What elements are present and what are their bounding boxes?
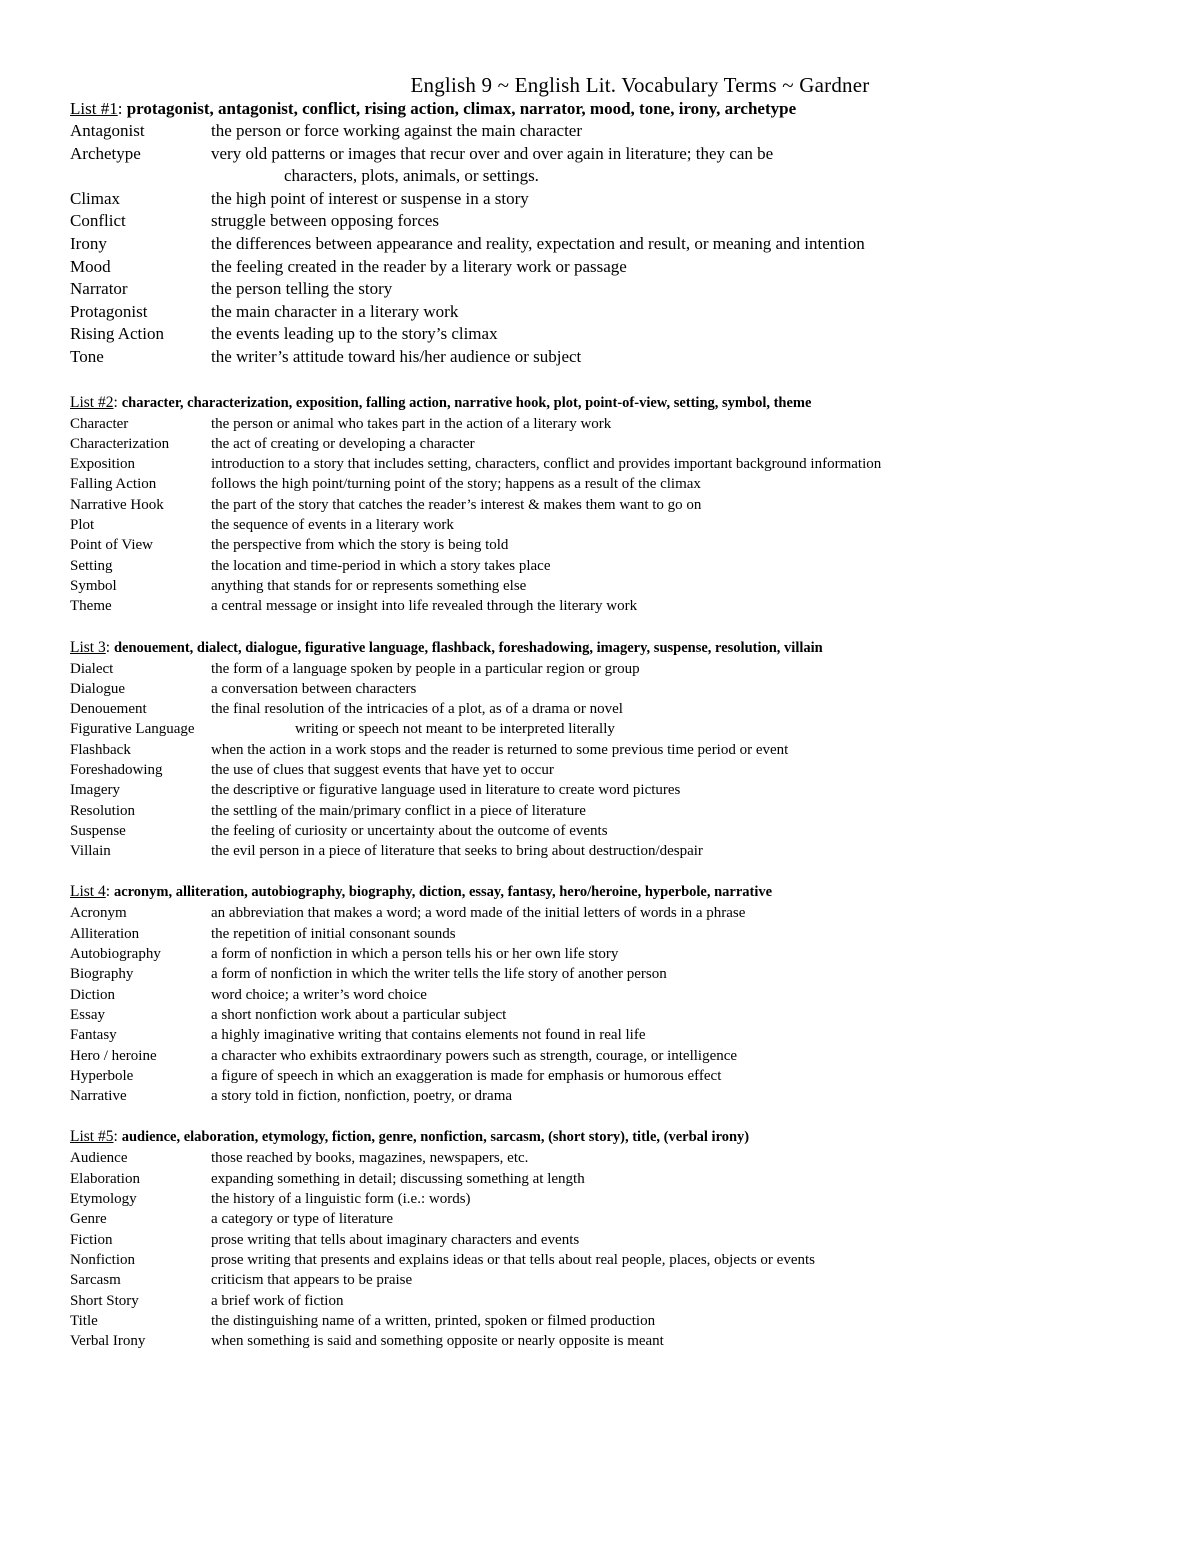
term-row — [70, 323, 1150, 346]
term-definition — [211, 801, 1150, 821]
definition-text: an abbreviation that makes a word; a word made of the initial letters of words in a phrase — [211, 905, 746, 922]
list-words: acronym, alliteration, autobiography, biography, diction, essay, fantasy, hero/heroine, hyperbole, narrative — [113, 884, 773, 901]
term-row — [70, 346, 1150, 369]
list-header — [70, 637, 1150, 659]
term-name: Etymology — [70, 1191, 137, 1208]
term-definition — [211, 535, 1150, 555]
term-definition — [295, 719, 1150, 739]
term-name: Sarcasm — [70, 1272, 121, 1289]
term-definition — [211, 256, 1150, 279]
term-name: Protagonist — [70, 301, 148, 321]
term-row — [70, 596, 1150, 616]
list-section-5 — [70, 1126, 1150, 1351]
term-row — [70, 1025, 1150, 1045]
list-separator: : — [105, 638, 114, 656]
term-name: Flashback — [70, 741, 131, 758]
definition-text: a highly imaginative writing that contains elements not found in real life — [211, 1027, 646, 1044]
term-name: Narrative — [70, 1088, 127, 1105]
list-label: List #2 — [70, 393, 114, 411]
term-row — [70, 801, 1150, 821]
term-definition — [211, 143, 1150, 188]
definition-text: when something is said and something opposite or nearly opposite is meant — [211, 1333, 664, 1350]
term-definition — [211, 495, 1150, 515]
term-definition — [211, 1209, 1150, 1229]
definition-text: the high point of interest or suspense in a story — [211, 188, 529, 208]
term-name: Rising Action — [70, 324, 164, 344]
definition-text: the final resolution of the intricacies of a plot, as of a drama or novel — [211, 701, 623, 718]
term-name: Essay — [70, 1006, 105, 1023]
definition-text: a brief work of fiction — [211, 1292, 344, 1309]
term-row — [70, 1311, 1150, 1331]
term-row — [70, 301, 1150, 324]
term-row — [70, 120, 1150, 143]
term-row — [70, 1209, 1150, 1229]
term-row — [70, 414, 1150, 434]
term-name: Antagonist — [70, 121, 145, 140]
term-name: Irony — [70, 233, 107, 253]
term-row — [70, 1189, 1150, 1209]
term-row — [70, 719, 1150, 739]
term-definition — [211, 323, 1150, 346]
definition-text: the feeling of curiosity or uncertainty about the outcome of events — [211, 822, 608, 839]
term-row — [70, 474, 1150, 494]
term-name: Characterization — [70, 435, 170, 452]
definition-text: the location and time-period in which a story takes place — [211, 557, 551, 574]
term-row — [70, 256, 1150, 279]
list-header — [70, 98, 1150, 120]
definition-text: a form of nonfiction in which the writer tells the life story of another person — [211, 966, 667, 983]
definition-text: prose writing that tells about imaginary characters and events — [211, 1231, 580, 1248]
term-row — [70, 659, 1150, 679]
definition-text: a central message or insight into life revealed through the literary work — [211, 598, 638, 615]
definition-text: the sequence of events in a literary work — [211, 517, 454, 534]
definition-text: the person or animal who takes part in the action of a literary work — [211, 415, 612, 432]
term-definition — [211, 120, 1150, 143]
term-name: Audience — [70, 1150, 128, 1167]
list-header — [70, 1126, 1150, 1148]
term-row — [70, 1066, 1150, 1086]
term-definition — [211, 346, 1150, 369]
term-definition — [211, 659, 1150, 679]
definition-text: follows the high point/turning point of the story; happens as a result of the climax — [211, 476, 701, 493]
term-name: Suspense — [70, 822, 126, 839]
definition-text: the act of creating or developing a character — [211, 435, 475, 452]
definition-text: word choice; a writer’s word choice — [211, 986, 427, 1003]
term-row — [70, 699, 1150, 719]
term-name: Nonfiction — [70, 1251, 135, 1268]
term-name: Plot — [70, 517, 95, 534]
definition-text: the use of clues that suggest events that have yet to occur — [211, 761, 554, 778]
definition-text: the feeling created in the reader by a literary work or passage — [211, 256, 627, 276]
term-row — [70, 1291, 1150, 1311]
term-row — [70, 780, 1150, 800]
page-title: English 9 ~ English Lit. Vocabulary Terms ~ Gardner — [410, 73, 870, 97]
definition-text: criticism that appears to be praise — [211, 1272, 413, 1289]
term-definition — [211, 454, 1150, 474]
term-definition — [211, 596, 1150, 616]
definition-text: the form of a language spoken by people in a particular region or group — [211, 660, 640, 677]
term-definition — [211, 1331, 1150, 1351]
term-name: Autobiography — [70, 946, 161, 963]
term-row — [70, 188, 1150, 211]
definition-text: writing or speech not meant to be interpreted literally — [295, 721, 615, 738]
term-row — [70, 434, 1150, 454]
term-definition — [211, 1189, 1150, 1209]
term-name: Falling Action — [70, 476, 157, 493]
definition-text: the perspective from which the story is being told — [211, 537, 509, 554]
list-header — [70, 392, 1150, 414]
term-name: Short Story — [70, 1292, 139, 1309]
term-definition — [211, 1046, 1150, 1066]
term-name: Hero / heroine — [70, 1047, 157, 1064]
term-row — [70, 1005, 1150, 1025]
term-definition — [211, 188, 1150, 211]
document-page — [70, 72, 1150, 1351]
definition-text: a conversation between characters — [211, 680, 417, 697]
term-definition — [211, 1270, 1150, 1290]
term-name: Mood — [70, 256, 111, 276]
list-separator: : — [117, 99, 127, 118]
definition-text: the evil person in a piece of literature that seeks to bring about destruction/despair — [211, 843, 703, 860]
term-definition — [211, 1250, 1150, 1270]
definition-text: the history of a linguistic form (i.e.: words) — [211, 1191, 471, 1208]
term-definition — [211, 679, 1150, 699]
term-name: Theme — [70, 598, 112, 615]
term-name: Villain — [70, 843, 111, 860]
term-name: Conflict — [70, 211, 126, 231]
definition-text: the events leading up to the story’s climax — [211, 324, 498, 344]
term-row — [70, 556, 1150, 576]
list-label: List 4 — [70, 883, 106, 901]
term-definition — [211, 278, 1150, 301]
term-row — [70, 740, 1150, 760]
term-definition — [211, 1148, 1150, 1168]
term-name: Symbol — [70, 577, 117, 594]
term-definition — [211, 1005, 1150, 1025]
term-row — [70, 210, 1150, 233]
term-definition — [211, 780, 1150, 800]
term-definition — [211, 556, 1150, 576]
term-row — [70, 841, 1150, 861]
definition-text: the distinguishing name of a written, printed, spoken or filmed production — [211, 1312, 656, 1329]
term-definition — [211, 903, 1150, 923]
term-row — [70, 1086, 1150, 1106]
term-definition — [211, 985, 1150, 1005]
definition-text: a story told in fiction, nonfiction, poetry, or drama — [211, 1088, 513, 1105]
term-definition — [211, 1291, 1150, 1311]
term-definition — [211, 841, 1150, 861]
definition-text: when the action in a work stops and the reader is returned to some previous time period or event — [211, 741, 789, 758]
term-row — [70, 903, 1150, 923]
term-row — [70, 1270, 1150, 1290]
list-label: List 3 — [70, 638, 106, 656]
term-row — [70, 515, 1150, 535]
definition-text: the differences between appearance and reality, expectation and result, or meaning and intention — [211, 233, 865, 253]
definition-text: a category or type of literature — [211, 1211, 393, 1228]
term-name: Setting — [70, 557, 113, 574]
term-definition — [211, 474, 1150, 494]
term-definition — [211, 760, 1150, 780]
definition-text: the repetition of initial consonant sounds — [211, 925, 456, 942]
term-definition — [211, 924, 1150, 944]
list-words: denouement, dialect, dialogue, figurative language, flashback, foreshadowing, imagery, suspense, resolution, villain — [113, 639, 823, 656]
list-header — [70, 881, 1150, 903]
term-definition — [211, 434, 1150, 454]
term-definition — [211, 740, 1150, 760]
term-definition — [211, 301, 1150, 324]
list-separator: : — [113, 1128, 122, 1146]
term-row — [70, 1046, 1150, 1066]
definition-text: a short nonfiction work about a particular subject — [211, 1006, 507, 1023]
term-name: Fantasy — [70, 1027, 117, 1044]
term-row — [70, 944, 1150, 964]
term-row — [70, 1169, 1150, 1189]
term-row — [70, 143, 1150, 188]
definition-text: the writer’s attitude toward his/her audience or subject — [211, 346, 582, 366]
term-row — [70, 821, 1150, 841]
term-row — [70, 1331, 1150, 1351]
term-name: Figurative Language — [70, 721, 195, 738]
list-section-2 — [70, 392, 1150, 617]
definition-text: those reached by books, magazines, newspapers, etc. — [211, 1150, 529, 1167]
term-name: Verbal Irony — [70, 1333, 146, 1350]
definition-text: anything that stands for or represents something else — [211, 577, 527, 594]
term-row — [70, 760, 1150, 780]
term-row — [70, 535, 1150, 555]
term-name: Diction — [70, 986, 115, 1003]
term-name: Resolution — [70, 802, 136, 819]
term-definition — [211, 1025, 1150, 1045]
term-name: Fiction — [70, 1231, 113, 1248]
definition-text: a form of nonfiction in which a person tells his or her own life story — [211, 946, 619, 963]
term-row — [70, 679, 1150, 699]
term-name: Biography — [70, 966, 134, 983]
term-definition — [211, 515, 1150, 535]
definition-text: the descriptive or figurative language used in literature to create word pictures — [211, 782, 681, 799]
term-name: Dialect — [70, 660, 114, 677]
definition-text: the main character in a literary work — [211, 301, 459, 321]
term-definition — [211, 1066, 1150, 1086]
definition-text: struggle between opposing forces — [211, 211, 440, 231]
term-name: Narrative Hook — [70, 496, 164, 513]
term-name: Denouement — [70, 701, 147, 718]
definition-text: expanding something in detail; discussing something at length — [211, 1170, 585, 1187]
list-section-3 — [70, 637, 1150, 862]
definition-text: introduction to a story that includes setting, characters, conflict and provides important background information — [211, 456, 882, 473]
term-definition — [211, 944, 1150, 964]
term-definition — [211, 964, 1150, 984]
term-row — [70, 964, 1150, 984]
term-row — [70, 233, 1150, 256]
list-words: audience, elaboration, etymology, fiction, genre, nonfiction, sarcasm, (short story), title, (verbal irony) — [121, 1129, 750, 1146]
term-definition — [211, 1169, 1150, 1189]
definition-text: the part of the story that catches the reader’s interest & makes them want to go on — [211, 496, 702, 513]
term-definition — [211, 1311, 1150, 1331]
term-name: Tone — [70, 346, 104, 366]
term-row — [70, 576, 1150, 596]
term-row — [70, 924, 1150, 944]
term-name: Title — [70, 1312, 98, 1329]
term-definition — [211, 1086, 1150, 1106]
list-words: character, characterization, exposition, falling action, narrative hook, plot, point-of-view, setting, symbol, theme — [121, 394, 812, 411]
list-section-1 — [70, 98, 1150, 369]
term-row — [70, 1230, 1150, 1250]
term-definition — [211, 1230, 1150, 1250]
list-label: List #1 — [70, 99, 118, 118]
term-row — [70, 1250, 1150, 1270]
definition-text: the person telling the story — [211, 279, 393, 299]
list-words: protagonist, antagonist, conflict, rising action, climax, narrator, mood, tone, irony, archetype — [126, 99, 797, 118]
term-row — [70, 278, 1150, 301]
term-name: Climax — [70, 188, 121, 208]
list-label: List #5 — [70, 1128, 114, 1146]
term-row — [70, 985, 1150, 1005]
list-separator: : — [113, 393, 122, 411]
term-name: Imagery — [70, 782, 120, 799]
definition-text: the settling of the main/primary conflict in a piece of literature — [211, 802, 586, 819]
term-definition — [211, 821, 1150, 841]
term-name: Elaboration — [70, 1170, 140, 1187]
definition-text: very old patterns or images that recur over and over again in literature; they can be — [211, 143, 774, 163]
term-definition — [211, 414, 1150, 434]
term-row — [70, 454, 1150, 474]
term-row — [70, 495, 1150, 515]
term-name: Exposition — [70, 456, 136, 473]
term-name: Foreshadowing — [70, 761, 163, 778]
term-definition — [211, 699, 1150, 719]
term-name: Character — [70, 415, 129, 432]
definition-text: prose writing that presents and explains ideas or that tells about real people, places, objects or events — [211, 1251, 815, 1268]
term-row — [70, 1148, 1150, 1168]
definition-text: the person or force working against the main character — [211, 121, 583, 140]
definition-text: a character who exhibits extraordinary powers such as strength, courage, or intelligence — [211, 1047, 738, 1064]
term-definition — [211, 233, 1150, 256]
term-definition — [211, 576, 1150, 596]
term-name: Acronym — [70, 905, 127, 922]
list-section-4 — [70, 881, 1150, 1106]
term-name: Point of View — [70, 537, 153, 554]
term-name: Genre — [70, 1211, 107, 1228]
term-name: Alliteration — [70, 925, 140, 942]
term-name: Hyperbole — [70, 1067, 134, 1084]
term-definition — [211, 210, 1150, 233]
term-name: Narrator — [70, 279, 128, 299]
term-name: Archetype — [70, 143, 141, 163]
definition-continuation: characters, plots, animals, or settings. — [284, 166, 539, 186]
definition-text: a figure of speech in which an exaggeration is made for emphasis or humorous effect — [211, 1067, 722, 1084]
list-separator: : — [105, 883, 114, 901]
term-name: Dialogue — [70, 680, 125, 697]
